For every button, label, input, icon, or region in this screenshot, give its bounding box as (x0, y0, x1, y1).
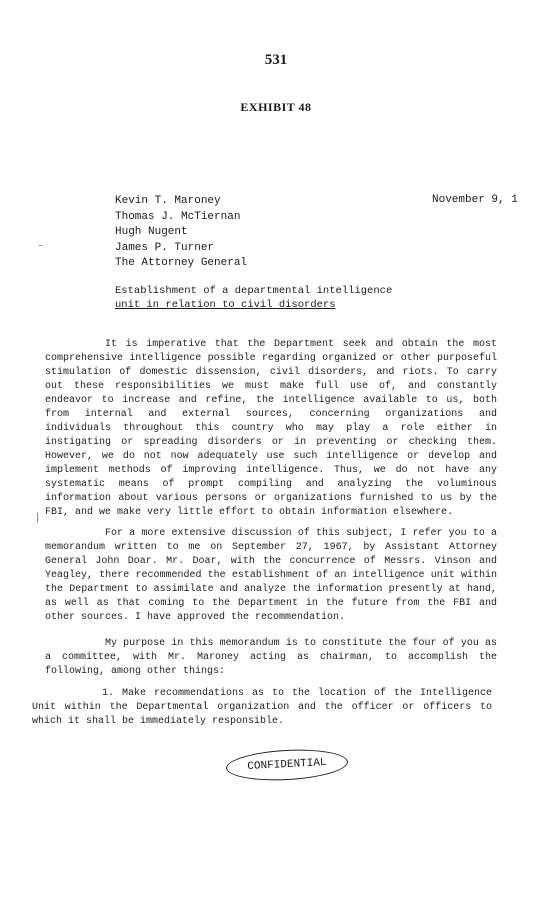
paragraph-4 (32, 687, 492, 729)
paragraph-text: 1. Make recommendations as to the location of the Intelligence Unit within the Departmental organization and the officer or officers to which it shall be immediately responsible. (32, 688, 492, 727)
paragraph-text: My purpose in this memorandum is to constitute the four of you as a committee, with Mr. Maroney acting as chairman, to accomplish the following, among other things: (45, 638, 497, 677)
paragraph-3 (45, 637, 497, 679)
subject-line-1: Establishment of a departmental intelligence (115, 285, 393, 297)
addressee: Hugh Nugent (115, 226, 188, 238)
page-number: 531 (264, 52, 288, 68)
margin-mark: | (36, 512, 40, 523)
paragraph-1 (45, 338, 497, 520)
subject-line (115, 284, 392, 312)
paragraph-text: It is imperative that the Department seek and obtain the most comprehensive intelligence possible regarding organized or other purposeful stimulation of domestic dissension, civil disorders, and riots. To carry out these responsibilities we must make full use of, and constantly endeavor to increase and refine, the intelligence available to us, both from internal and external sources, concerning organizations and individuals throughout this country who may play a role either in instigating or spreading disorders or in preventing or checking them. However, we do not now adequately use such intelligence or develop and implement methods of improving intelligence. Thus, we do not have any systematic means of prompt compiling and analyzing the voluminous information about various persons or organizations furnished to us by the FBI, and we make very little effort to obtain information elsewhere. (45, 339, 497, 518)
exhibit-heading: EXHIBIT 48 (240, 100, 312, 114)
subject-line-2: unit in relation to civil disorders (115, 299, 336, 311)
addressee: James P. Turner (115, 241, 215, 254)
paragraph-text: For a more extensive discussion of this subject, I refer you to a memorandum written to me on September 27, 1967, by Assistant Attorney General John Doar. Mr. Doar, with the concurrence of Messrs. Vinson and Yeagley, there recommended the establishment of an intelligence unit within the Department to assimilate and analyze the information presently at hand, as well as that coming to the Department in the future from the FBI and other sources. I have approved the recommendation. (45, 528, 497, 623)
memo-date: November 9, 1 (432, 194, 518, 206)
addressee-list (115, 194, 247, 272)
margin-mark: – (38, 240, 43, 251)
addressee: Thomas J. McTiernan (115, 210, 241, 223)
confidential-stamp: CONFIDENTIAL (225, 747, 348, 783)
addressee: The Attorney General (115, 257, 248, 269)
paragraph-2 (45, 527, 497, 625)
addressee: Kevin T. Maroney (115, 195, 221, 207)
